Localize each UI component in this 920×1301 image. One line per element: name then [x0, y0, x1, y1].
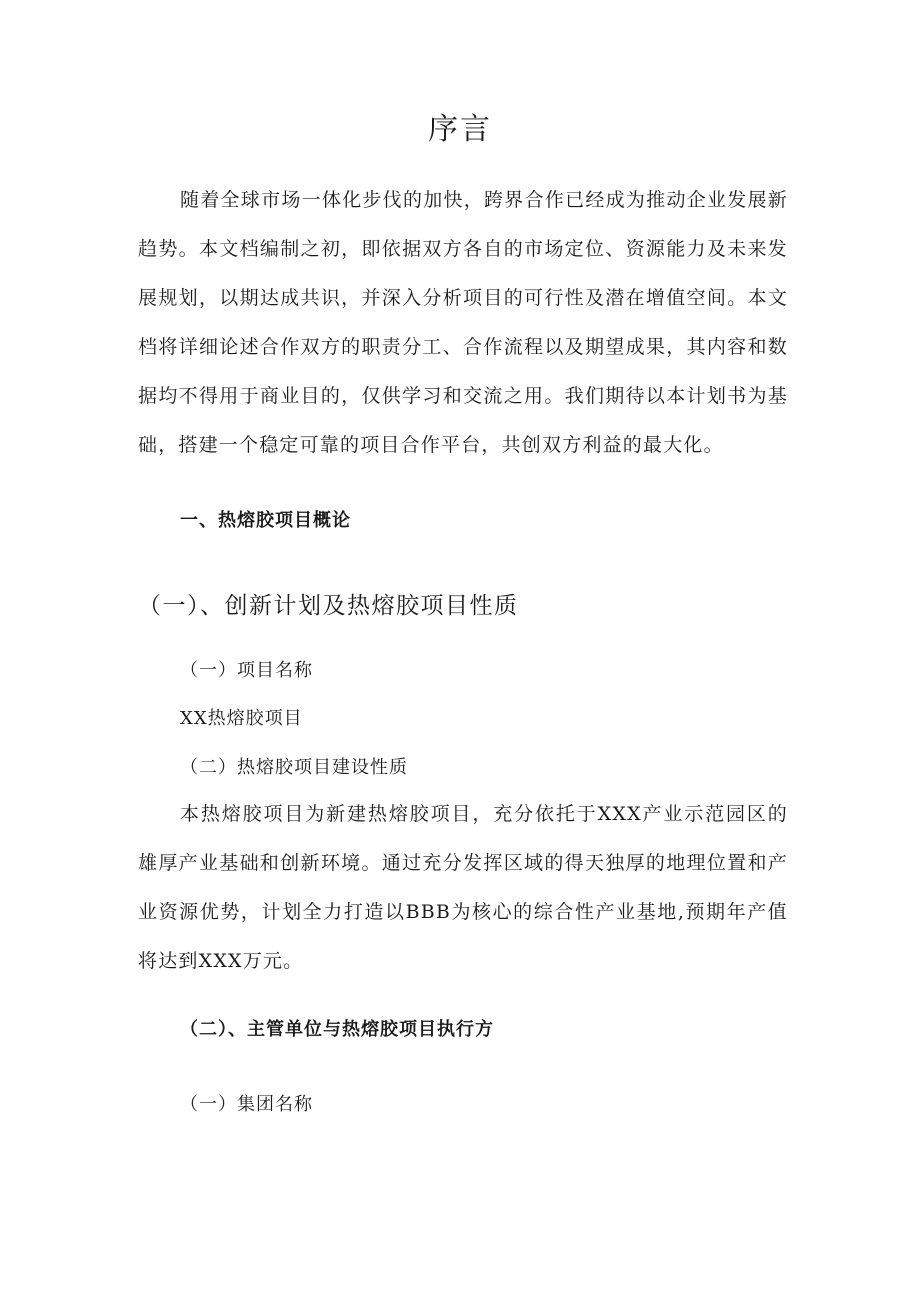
page-title: 序言 — [428, 112, 492, 147]
item-project-name-value: XX热熔胶项目 — [180, 708, 303, 729]
item-group-name-label: （一）集团名称 — [180, 1094, 313, 1115]
item-project-name-label: （一）项目名称 — [180, 660, 313, 681]
item-construction-nature-label: （二）热熔胶项目建设性质 — [180, 757, 408, 778]
subsection-heading-executor: （二）、主管单位与热熔胶项目执行方 — [180, 1019, 494, 1040]
nature-paragraph: 本热熔胶项目为新建热熔胶项目，充分依托于XXX产业示范园区的雄厚产业基础和创新环境。通过充分发挥区域的得天独厚的地理位置和产业资源优势，计划全力打造以BBB为核心的综合性产业基地,预期年产值将达到XXX万元。 — [138, 803, 788, 972]
section-heading-overview: 一、热熔胶项目概论 — [180, 510, 351, 531]
subsection-heading-nature: （一）、创新计划及热熔胶项目性质 — [138, 593, 519, 619]
intro-paragraph: 随着全球市场一体化步伐的加快，跨界合作已经成为推动企业发展新趋势。本文档编制之初，即依据双方各自的市场定位、资源能力及未来发展规划，以期达成共识，并深入分析项目的可行性及潜在增值空间。本文档将详细论述合作双方的职责分工、合作流程以及期望成果，其内容和数据均不得用于商业目的，仅供学习和交流之用。我们期待以本计划书为基础，搭建一个稳定可靠的项目合作平台，共创双方利益的最大化。 — [138, 189, 788, 456]
